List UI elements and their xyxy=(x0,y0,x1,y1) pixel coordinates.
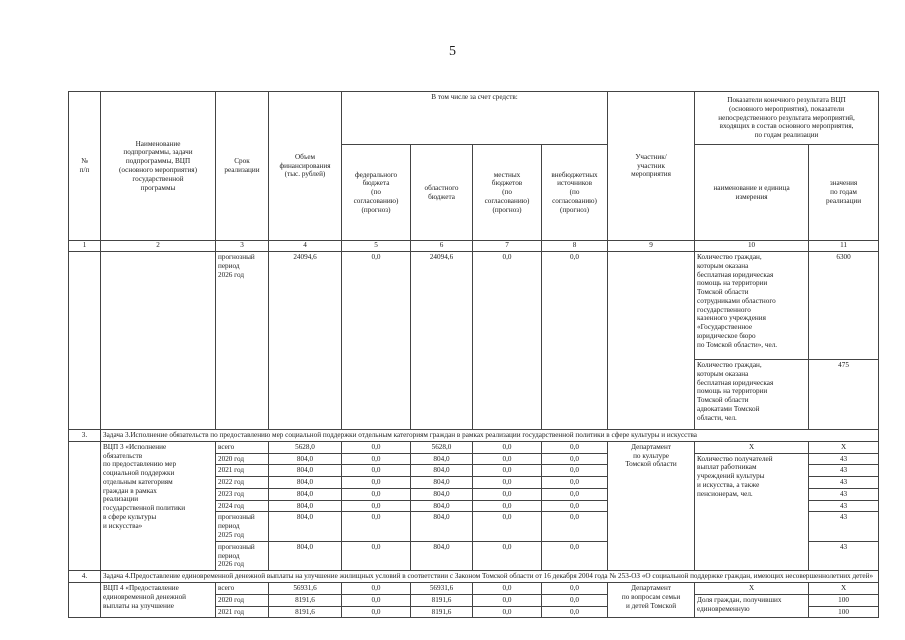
total-cell: 804,0 xyxy=(269,477,342,489)
period-cell: 2023 год xyxy=(216,488,269,500)
period-cell: всего xyxy=(216,582,269,594)
participant: Департамент по вопросам семьи и детей Томской xyxy=(608,582,695,617)
indicator-value: 475 xyxy=(809,360,879,430)
period-cell: прогнозный период 2026 год xyxy=(216,252,269,430)
header-federal: федерального бюджета (по согласованию) (прогноз) xyxy=(342,145,411,241)
period-cell: 2021 год xyxy=(216,465,269,477)
extra-cell: 0,0 xyxy=(542,441,608,453)
indicator-value: 43 xyxy=(809,500,879,512)
indicator-value: 43 xyxy=(809,477,879,489)
indicator-value: 43 xyxy=(809,512,879,541)
regional-cell: 804,0 xyxy=(411,541,473,570)
total-cell: 56931,6 xyxy=(269,582,342,594)
federal-cell: 0,0 xyxy=(342,252,411,430)
regional-cell: 5628,0 xyxy=(411,441,473,453)
local-cell: 0,0 xyxy=(473,453,542,465)
total-cell: 804,0 xyxy=(269,500,342,512)
header-indicators: Показатели конечного результата ВЦП (основного мероприятия), показатели непосредственного результата мероприятий, входящих в состав основного мероприятия, по годам реализации xyxy=(695,92,879,145)
col-number: 11 xyxy=(809,241,879,252)
period-cell: 2020 год xyxy=(216,594,269,606)
col-number: 9 xyxy=(608,241,695,252)
program-name: ВЦП 3 «Исполнение обязательств по предоставлению мер социальной поддержки отдельным категориям граждан в рамках реализации государственной политики в сфере культуры и искусства» xyxy=(101,441,216,570)
indicator-value: 100 xyxy=(809,606,879,618)
regional-cell: 8191,6 xyxy=(411,606,473,618)
federal-cell: 0,0 xyxy=(342,453,411,465)
local-cell: 0,0 xyxy=(473,606,542,618)
col-number: 6 xyxy=(411,241,473,252)
col-number: 3 xyxy=(216,241,269,252)
indicator-value: 100 xyxy=(809,594,879,606)
total-cell: 8191,6 xyxy=(269,606,342,618)
header-volume: Объем финансирования (тыс. рублей) xyxy=(269,92,342,241)
col-number: 4 xyxy=(269,241,342,252)
table-row xyxy=(69,252,879,360)
extra-cell: 0,0 xyxy=(542,594,608,606)
task-number: 4. xyxy=(69,571,101,583)
extra-cell: 0,0 xyxy=(542,252,608,430)
header-indicator-value: значения по годам реализации xyxy=(809,145,879,241)
extra-cell: 0,0 xyxy=(542,453,608,465)
indicator-value: 6300 xyxy=(809,252,879,360)
local-cell: 0,0 xyxy=(473,500,542,512)
federal-cell: 0,0 xyxy=(342,594,411,606)
regional-cell: 804,0 xyxy=(411,488,473,500)
extra-cell: 0,0 xyxy=(542,500,608,512)
regional-cell: 804,0 xyxy=(411,465,473,477)
total-cell: 804,0 xyxy=(269,453,342,465)
indicator-name: Количество получателей выплат работникам учреждений культуры и искусства, а также пенсионерам, чел. xyxy=(695,453,809,571)
local-cell: 0,0 xyxy=(473,582,542,594)
table-row: ВЦП 3 «Исполнение обязательств по предоставлению мер социальной поддержки отдельным категориям граждан в рамках реализации государственной политики в сфере культуры и искусства» всего 5628,0 0,0 5628,0 0,0 0,0 Департамент по культуре Томской области X X xyxy=(69,441,879,453)
local-cell: 0,0 xyxy=(473,465,542,477)
indicator-value: 43 xyxy=(809,541,879,570)
indicator-value: 43 xyxy=(809,488,879,500)
federal-cell: 0,0 xyxy=(342,500,411,512)
period-cell: 2021 год xyxy=(216,606,269,618)
total-cell: 24094,6 xyxy=(269,252,342,430)
regional-cell: 804,0 xyxy=(411,512,473,541)
period-cell: прогнозный период 2025 год xyxy=(216,512,269,541)
table-row: ВЦП 4 «Предоставление единовременной денежной выплаты на улучшение всего 56931,6 0,0 56931,6 0,0 0,0 Департамент по вопросам семьи и детей Томской X X xyxy=(69,582,879,594)
header-regional: областного бюджета xyxy=(411,145,473,241)
page-number: 5 xyxy=(449,44,456,59)
task-row xyxy=(69,430,879,442)
col-number: 1 xyxy=(69,241,101,252)
federal-cell: 0,0 xyxy=(342,606,411,618)
indicator-value: 43 xyxy=(809,465,879,477)
total-cell: 804,0 xyxy=(269,465,342,477)
period-cell: 2020 год xyxy=(216,453,269,465)
federal-cell: 0,0 xyxy=(342,477,411,489)
col-number: 7 xyxy=(473,241,542,252)
extra-cell: 0,0 xyxy=(542,477,608,489)
header-local: местных бюджетов (по согласованию) (прогноз) xyxy=(473,145,542,241)
col-number: 10 xyxy=(695,241,809,252)
col-number: 8 xyxy=(542,241,608,252)
header-period: Срок реализации xyxy=(216,92,269,241)
regional-cell: 24094,6 xyxy=(411,252,473,430)
regional-cell: 56931,6 xyxy=(411,582,473,594)
task-number: 3. xyxy=(69,430,101,442)
local-cell: 0,0 xyxy=(473,512,542,541)
indicator-value: 43 xyxy=(809,453,879,465)
period-cell: 2024 год xyxy=(216,500,269,512)
regional-cell: 804,0 xyxy=(411,500,473,512)
task-title: Задача 3.Исполнение обязательств по предоставлению мер социальной поддержки отдельным категориям граждан в рамках реализации государственной политики в сфере культуры и искусства xyxy=(101,430,879,442)
federal-cell: 0,0 xyxy=(342,465,411,477)
extra-cell: 0,0 xyxy=(542,606,608,618)
total-cell: 804,0 xyxy=(269,512,342,541)
federal-cell: 0,0 xyxy=(342,488,411,500)
extra-cell: 0,0 xyxy=(542,541,608,570)
column-numbers-row xyxy=(69,241,879,252)
local-cell: 0,0 xyxy=(473,488,542,500)
indicator-value: X xyxy=(809,441,879,453)
federal-cell: 0,0 xyxy=(342,512,411,541)
federal-cell: 0,0 xyxy=(342,582,411,594)
extra-cell: 0,0 xyxy=(542,488,608,500)
local-cell: 0,0 xyxy=(473,441,542,453)
col-number: 2 xyxy=(101,241,216,252)
indicator-name: Количество граждан, которым оказана бесплатная юридическая помощь на территории Томской области адвокатами Томской области, чел. xyxy=(695,360,809,430)
period-cell: 2022 год xyxy=(216,477,269,489)
extra-cell: 0,0 xyxy=(542,512,608,541)
federal-cell: 0,0 xyxy=(342,541,411,570)
regional-cell: 8191,6 xyxy=(411,594,473,606)
total-cell: 5628,0 xyxy=(269,441,342,453)
local-cell: 0,0 xyxy=(473,594,542,606)
local-cell: 0,0 xyxy=(473,252,542,430)
header-name: Наименование подпрограммы, задачи подпрограммы, ВЦП (основного мероприятия) государственной программы xyxy=(101,92,216,241)
header-indicator-name: наименование и единица измерения xyxy=(695,145,809,241)
regional-cell: 804,0 xyxy=(411,453,473,465)
indicator-value: X xyxy=(809,582,879,594)
program-table xyxy=(68,91,879,618)
extra-cell: 0,0 xyxy=(542,582,608,594)
total-cell: 8191,6 xyxy=(269,594,342,606)
program-name: ВЦП 4 «Предоставление единовременной денежной выплаты на улучшение xyxy=(101,582,216,617)
task-title: Задача 4.Предоставление единовременной денежной выплаты на улучшение жилищных условий в соответствии с Законом Томской области от 16 декабря 2004 года № 253-ОЗ «О социальной поддержке граждан, имеющих несовершеннолетних детей» xyxy=(101,571,879,583)
indicator-name: Количество граждан, которым оказана бесплатная юридическая помощь на территории Томской области сотрудниками областного государственного казенного учреждения «Государственное юридическое бюро по Томской области», чел. xyxy=(695,252,809,360)
col-number: 5 xyxy=(342,241,411,252)
period-cell: всего xyxy=(216,441,269,453)
header-sources: В том числе за счет средств: xyxy=(342,92,608,145)
regional-cell: 804,0 xyxy=(411,477,473,489)
total-cell: 804,0 xyxy=(269,488,342,500)
local-cell: 0,0 xyxy=(473,541,542,570)
total-cell: 804,0 xyxy=(269,541,342,570)
header-num: № п/п xyxy=(69,92,101,241)
participant: Департамент по культуре Томской области xyxy=(608,441,695,570)
federal-cell: 0,0 xyxy=(342,441,411,453)
header-participant: Участник/ участник мероприятия xyxy=(608,92,695,241)
task-row xyxy=(69,571,879,583)
extra-cell: 0,0 xyxy=(542,465,608,477)
indicator-name: Доля граждан, получивших единовременную xyxy=(695,594,809,618)
period-cell: прогнозный период 2026 год xyxy=(216,541,269,570)
local-cell: 0,0 xyxy=(473,477,542,489)
header-extra: внебюджетных источников (по согласованию) (прогноз) xyxy=(542,145,608,241)
